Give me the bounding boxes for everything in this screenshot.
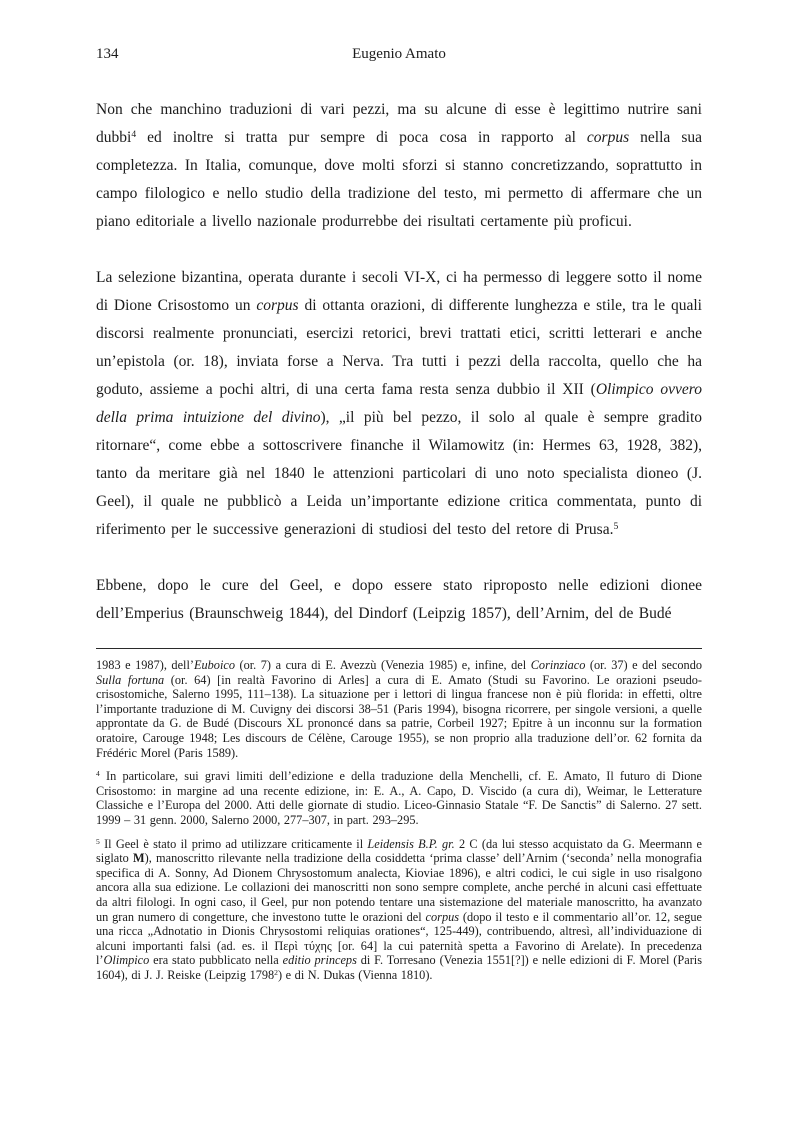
footnotes-block: [96, 658, 702, 982]
body-paragraph-3: Ebbene, dopo le cure del Geel, e dopo essere stato riproposto nelle edizioni dionee dell’Emperius (Braunschweig 1844), del Dindorf (Leipzig 1857), dell’Arnim, del de Budé: [96, 577, 702, 622]
body-paragraph-1: Non che manchino traduzioni di vari pezzi, ma su alcune di esse è legittimo nutrire sani dubbi$^4$ ed inoltre si tratta pur sempre di poca cosa in rapporto al corpus nella sua completezza. In Italia, comunque, dove molti sforzi si stanno concretizzando, soprattutto in campo filologico e nello studio della tradizione del testo, mi permetto di affermare che un piano editoriale a livello nazionale produrrebbe dei risultati certamente più proficui.: [96, 101, 702, 230]
page-number: 134: [96, 46, 119, 62]
body-paragraph-2: La selezione bizantina, operata durante i secoli VI-X, ci ha permesso di leggere sotto il nome di Dione Crisostomo un corpus di ottanta orazioni, di differente lunghezza e stile, tra le quali discorsi realmente pronunciati, esercizi retorici, brevi trattati etici, scritti letterari e anche un’epistola (or. 18), inviata forse a Nerva. Tra tutti i pezzi della raccolta, quello che ha goduto, assieme a pochi altri, di una certa fama resta senza dubbio il XII (Olimpico ovvero della prima intuizione del divino), „il più bel pezzo, il solo al quale è sempre gradito ritornare“, come ebbe a sottoscrivere finanche il Wilamowitz (in: Hermes 63, 1928, 382), tanto da meritare già nel 1840 le attenzioni particolari di uno noto specialista dioneo (J. Geel), il quale ne pubblicò a Leida un’importante edizione critica commentata, punto di riferimento per le successive generazioni di studiosi del testo del retore di Prusa.$^5$: [96, 269, 702, 538]
footnote-separator-rule: [96, 648, 702, 649]
main-text: [96, 96, 702, 628]
running-header: Eugenio Amato: [352, 46, 446, 62]
page-header: [96, 46, 702, 62]
footnote-4: $^4$ In particolare, sui gravi limiti dell’edizione e della traduzione della Menchelli, cf. E. Amato, Il futuro di Dione Crisostomo: in margine ad una recente edizione, in: E. A., A. Capo, D. Viscido (a cura di), Weimar, le Letterature Classiche e l’Europa del 2000. Atti delle giornate di studio. Liceo-Ginnasio Statale “F. De Sanctis” di Salerno. 27 sett. 1999 – 31 genn. 2000, Salerno 2000, 277–307, in part. 293–295.: [96, 769, 702, 827]
footnote-continuation: 1983 e 1987), dell’Euboico (or. 7) a cura di E. Avezzù (Venezia 1985) e, infine, del Corinziaco (or. 37) e del secondo Sulla fortuna (or. 64) [in realtà Favorino di Arles] a cura di E. Amato (Studi su Favorino. Le orazioni pseudo-crisostomiche, Salerno 1995, 111–138). La situazione per i lettori di lingua francese non è più florida: in effetti, oltre l’importante traduzione di M. Cuvigny dei discorsi 38–51 (Paris 1994), bisogna ricorrere, per singole versioni, a quelle approntate da G. de Budé (Discours XL prononcé dans sa patrie, Corbeil 1927; Epitre à un inconnu sur la formation oratoire, Carouge 1948; Les discours de Célène, Carouge 1955), se non proprio alla traduzione dell’or. 62 fornita da Frédéric Morel (Paris 1589).: [96, 658, 702, 760]
footnote-5: $^5$ Il Geel è stato il primo ad utilizzare criticamente il Leidensis B.P. gr. 2 C (da lui stesso acquistato da G. Meermann e siglato M), manoscritto rilevante nella tradizione della cosiddetta ‘prima classe’ dell’Arnim (‘seconda’ nella monografia specifica di A. Sonny, Ad Dionem Chrysostomum analecta, Kioviae 1896), e altri codici, le cui sigle in uso risalgono ancora alla sua edizione. Le collazioni dei manoscritti non sono sempre complete, anche perché in alcuni casi effettuate da altri filologi. In ogni caso, il Geel, pur non potendo tentare una sistemazione del materiale manoscritto, ha avanzato un gran numero di congetture, che investono tutte le orazioni del corpus (dopo il testo e il commentario all’or. 12, segue una ricca „Adnotatio in Dionis Chrysostomi reliquias orationes“, 125-449), contribuendo, altresì, all’individuazione di alcuni importanti falsi (ad. es. il Περὶ τύχης [or. 64] la cui paternità spetta a Favorino di Arelate). In precedenza l’Olimpico era stato pubblicato nella editio princeps di F. Torresano (Venezia 1551[?]) e nelle edizioni di F. Morel (Paris 1604), di J. J. Reiske (Leipzig 1798$^2$) e di N. Dukas (Vienna 1810).: [96, 836, 703, 982]
